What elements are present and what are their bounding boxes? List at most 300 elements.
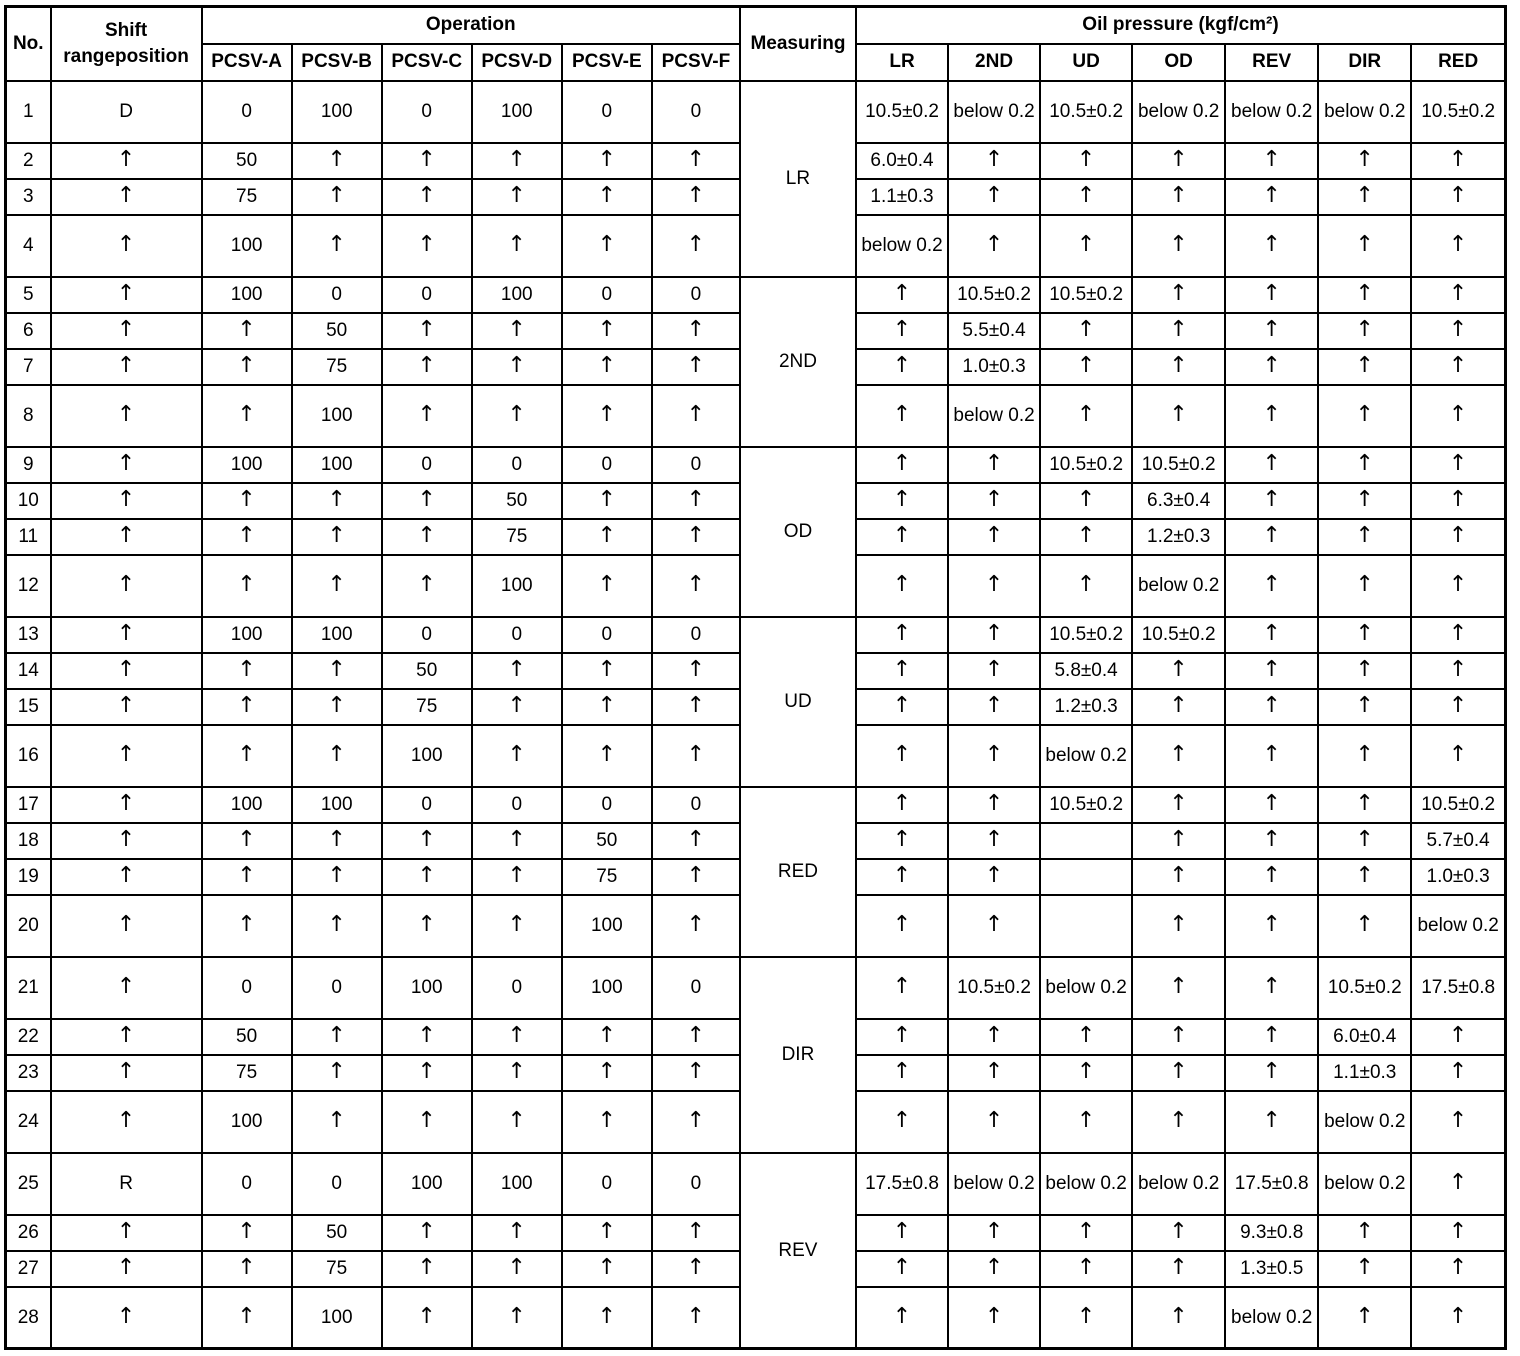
operation-cell bbox=[562, 313, 652, 349]
header-pressure-col: LR bbox=[856, 44, 948, 81]
operation-cell bbox=[472, 1091, 562, 1153]
operation-cell: 100 bbox=[292, 385, 382, 447]
same-as-above-arrow-icon: ↑ bbox=[892, 742, 912, 767]
header-operation-col: PCSV-A bbox=[202, 44, 292, 81]
same-as-above-arrow-icon: ↑ bbox=[686, 657, 706, 682]
header-row-1 bbox=[6, 7, 1506, 44]
operation-cell: 0 bbox=[292, 277, 382, 313]
header-oil-pressure: Oil pressure (kgf/cm²) bbox=[856, 7, 1506, 44]
pressure-cell bbox=[1318, 277, 1411, 313]
operation-cell bbox=[562, 483, 652, 519]
shift-range-cell bbox=[51, 1251, 202, 1287]
same-as-above-arrow-icon: ↑ bbox=[237, 1219, 256, 1244]
same-as-above-arrow-icon: ↑ bbox=[417, 232, 436, 257]
measuring-group-cell: REV bbox=[740, 1153, 856, 1349]
pressure-cell: 1.1±0.3 bbox=[856, 179, 948, 215]
operation-cell bbox=[202, 349, 292, 385]
operation-cell: 100 bbox=[472, 81, 562, 143]
same-as-above-arrow-icon: ↑ bbox=[417, 1059, 436, 1084]
same-as-above-arrow-icon: ↑ bbox=[417, 1108, 436, 1133]
same-as-above-arrow-icon: ↑ bbox=[892, 693, 912, 718]
same-as-above-arrow-icon: ↑ bbox=[417, 487, 436, 512]
same-as-above-arrow-icon: ↑ bbox=[984, 693, 1004, 718]
same-as-above-arrow-icon: ↑ bbox=[1169, 693, 1188, 718]
pressure-cell bbox=[1318, 1287, 1411, 1349]
same-as-above-arrow-icon: ↑ bbox=[1076, 353, 1096, 378]
same-as-above-arrow-icon: ↑ bbox=[327, 487, 346, 512]
same-as-above-arrow-icon: ↑ bbox=[984, 621, 1004, 646]
pressure-cell bbox=[1132, 179, 1225, 215]
operation-cell: 100 bbox=[382, 725, 472, 787]
pressure-cell bbox=[1225, 385, 1318, 447]
operation-cell: 0 bbox=[652, 617, 740, 653]
pressure-cell: below 0.2 bbox=[856, 215, 948, 277]
pressure-cell bbox=[1040, 555, 1132, 617]
row-number-cell: 25 bbox=[6, 1153, 51, 1215]
pressure-cell bbox=[1318, 483, 1411, 519]
measuring-group-cell: UD bbox=[740, 617, 856, 787]
pressure-cell: below 0.2 bbox=[1318, 1153, 1411, 1215]
operation-cell bbox=[562, 143, 652, 179]
header-operation-col: PCSV-E bbox=[562, 44, 652, 81]
pressure-cell bbox=[1411, 725, 1505, 787]
same-as-above-arrow-icon: ↑ bbox=[686, 232, 706, 257]
table-row bbox=[6, 787, 1506, 823]
same-as-above-arrow-icon: ↑ bbox=[116, 523, 136, 548]
operation-cell bbox=[652, 519, 740, 555]
table-row bbox=[6, 277, 1506, 313]
pressure-cell bbox=[1225, 725, 1318, 787]
same-as-above-arrow-icon: ↑ bbox=[507, 1059, 526, 1084]
shift-range-cell bbox=[51, 277, 202, 313]
pressure-cell: 10.5±0.2 bbox=[1318, 957, 1411, 1019]
same-as-above-arrow-icon: ↑ bbox=[116, 693, 136, 718]
same-as-above-arrow-icon: ↑ bbox=[597, 487, 617, 512]
same-as-above-arrow-icon: ↑ bbox=[1076, 232, 1096, 257]
pressure-cell: 10.5±0.2 bbox=[948, 957, 1040, 1019]
pressure-cell bbox=[1132, 1215, 1225, 1251]
same-as-above-arrow-icon: ↑ bbox=[417, 317, 436, 342]
same-as-above-arrow-icon: ↑ bbox=[984, 791, 1004, 816]
pressure-cell bbox=[1225, 349, 1318, 385]
same-as-above-arrow-icon: ↑ bbox=[1169, 317, 1188, 342]
pressure-cell bbox=[1411, 1019, 1505, 1055]
pressure-cell bbox=[856, 1251, 948, 1287]
same-as-above-arrow-icon: ↑ bbox=[116, 232, 136, 257]
pressure-cell: 17.5±0.8 bbox=[1225, 1153, 1318, 1215]
row-number-cell: 9 bbox=[6, 447, 51, 483]
header-operation-col: PCSV-C bbox=[382, 44, 472, 81]
pressure-cell: 6.0±0.4 bbox=[856, 143, 948, 179]
same-as-above-arrow-icon: ↑ bbox=[507, 912, 526, 937]
same-as-above-arrow-icon: ↑ bbox=[1448, 572, 1468, 597]
pressure-cell bbox=[1318, 385, 1411, 447]
operation-cell bbox=[652, 823, 740, 859]
pressure-cell bbox=[948, 1215, 1040, 1251]
pressure-cell bbox=[1132, 143, 1225, 179]
operation-cell: 0 bbox=[202, 957, 292, 1019]
same-as-above-arrow-icon: ↑ bbox=[116, 281, 136, 306]
pressure-cell bbox=[1225, 823, 1318, 859]
same-as-above-arrow-icon: ↑ bbox=[892, 281, 912, 306]
pressure-cell bbox=[856, 313, 948, 349]
operation-cell: 0 bbox=[652, 1153, 740, 1215]
operation-cell bbox=[472, 1055, 562, 1091]
operation-cell: 75 bbox=[472, 519, 562, 555]
pressure-cell bbox=[1411, 143, 1505, 179]
pressure-cell: 10.5±0.2 bbox=[1040, 277, 1132, 313]
header-shift-line1: Shift bbox=[104, 19, 148, 41]
same-as-above-arrow-icon: ↑ bbox=[1169, 1255, 1188, 1280]
pressure-cell: below 0.2 bbox=[948, 81, 1040, 143]
pressure-cell bbox=[948, 653, 1040, 689]
pressure-cell bbox=[1040, 519, 1132, 555]
same-as-above-arrow-icon: ↑ bbox=[1169, 742, 1188, 767]
pressure-cell bbox=[856, 483, 948, 519]
shift-range-cell bbox=[51, 787, 202, 823]
operation-cell bbox=[382, 823, 472, 859]
operation-cell: 0 bbox=[472, 447, 562, 483]
operation-cell bbox=[472, 385, 562, 447]
operation-cell bbox=[202, 519, 292, 555]
operation-cell bbox=[472, 1019, 562, 1055]
header-pressure-col: DIR bbox=[1318, 44, 1411, 81]
same-as-above-arrow-icon: ↑ bbox=[1355, 523, 1374, 548]
pressure-cell bbox=[1040, 179, 1132, 215]
pressure-cell: 6.0±0.4 bbox=[1318, 1019, 1411, 1055]
same-as-above-arrow-icon: ↑ bbox=[507, 353, 526, 378]
operation-cell bbox=[652, 653, 740, 689]
pressure-cell bbox=[948, 215, 1040, 277]
row-number-cell: 19 bbox=[6, 859, 51, 895]
header-operation-col: PCSV-B bbox=[292, 44, 382, 81]
same-as-above-arrow-icon: ↑ bbox=[686, 693, 706, 718]
same-as-above-arrow-icon: ↑ bbox=[237, 693, 256, 718]
header-pressure-col: UD bbox=[1040, 44, 1132, 81]
header-pressure-col: REV bbox=[1225, 44, 1318, 81]
same-as-above-arrow-icon: ↑ bbox=[1448, 147, 1468, 172]
pressure-cell: 10.5±0.2 bbox=[1040, 81, 1132, 143]
same-as-above-arrow-icon: ↑ bbox=[1448, 1059, 1468, 1084]
same-as-above-arrow-icon: ↑ bbox=[116, 974, 136, 999]
shift-range-cell bbox=[51, 179, 202, 215]
same-as-above-arrow-icon: ↑ bbox=[892, 863, 912, 888]
pressure-cell bbox=[948, 787, 1040, 823]
same-as-above-arrow-icon: ↑ bbox=[1448, 1108, 1468, 1133]
operation-cell: 100 bbox=[562, 957, 652, 1019]
pressure-cell bbox=[948, 1091, 1040, 1153]
same-as-above-arrow-icon: ↑ bbox=[1448, 1303, 1468, 1329]
operation-cell bbox=[382, 1019, 472, 1055]
same-as-above-arrow-icon: ↑ bbox=[507, 232, 526, 257]
pressure-cell: 10.5±0.2 bbox=[948, 277, 1040, 313]
same-as-above-arrow-icon: ↑ bbox=[1355, 572, 1374, 597]
operation-cell bbox=[202, 895, 292, 957]
operation-cell: 0 bbox=[562, 1153, 652, 1215]
same-as-above-arrow-icon: ↑ bbox=[237, 1255, 256, 1280]
same-as-above-arrow-icon: ↑ bbox=[1076, 1219, 1096, 1244]
pressure-cell bbox=[1411, 1215, 1505, 1251]
same-as-above-arrow-icon: ↑ bbox=[116, 147, 136, 172]
pressure-cell bbox=[1411, 519, 1505, 555]
pressure-cell bbox=[1318, 725, 1411, 787]
operation-cell bbox=[202, 689, 292, 725]
same-as-above-arrow-icon: ↑ bbox=[417, 1303, 436, 1329]
operation-cell bbox=[202, 313, 292, 349]
same-as-above-arrow-icon: ↑ bbox=[1076, 1303, 1096, 1329]
same-as-above-arrow-icon: ↑ bbox=[507, 402, 526, 427]
operation-cell bbox=[292, 179, 382, 215]
same-as-above-arrow-icon: ↑ bbox=[686, 523, 706, 548]
same-as-above-arrow-icon: ↑ bbox=[116, 621, 136, 646]
operation-cell bbox=[382, 483, 472, 519]
measuring-group-cell: DIR bbox=[740, 957, 856, 1153]
operation-cell bbox=[202, 385, 292, 447]
operation-cell bbox=[382, 349, 472, 385]
same-as-above-arrow-icon: ↑ bbox=[1169, 912, 1188, 937]
same-as-above-arrow-icon: ↑ bbox=[984, 147, 1004, 172]
same-as-above-arrow-icon: ↑ bbox=[1262, 487, 1281, 512]
pressure-cell: 1.2±0.3 bbox=[1132, 519, 1225, 555]
row-number-cell: 24 bbox=[6, 1091, 51, 1153]
row-number-cell: 27 bbox=[6, 1251, 51, 1287]
same-as-above-arrow-icon: ↑ bbox=[417, 402, 436, 427]
pressure-cell bbox=[1225, 617, 1318, 653]
same-as-above-arrow-icon: ↑ bbox=[686, 827, 706, 852]
pressure-cell bbox=[1040, 313, 1132, 349]
shift-range-cell bbox=[51, 725, 202, 787]
same-as-above-arrow-icon: ↑ bbox=[1262, 1023, 1281, 1048]
table-row bbox=[6, 81, 1506, 143]
same-as-above-arrow-icon: ↑ bbox=[1262, 621, 1281, 646]
row-number-cell: 18 bbox=[6, 823, 51, 859]
pressure-cell bbox=[1411, 385, 1505, 447]
same-as-above-arrow-icon: ↑ bbox=[892, 451, 912, 476]
pressure-cell bbox=[1411, 1055, 1505, 1091]
pressure-cell: 9.3±0.8 bbox=[1225, 1215, 1318, 1251]
same-as-above-arrow-icon: ↑ bbox=[1262, 232, 1281, 257]
pressure-cell bbox=[1318, 617, 1411, 653]
operation-cell: 0 bbox=[652, 277, 740, 313]
same-as-above-arrow-icon: ↑ bbox=[1169, 827, 1188, 852]
same-as-above-arrow-icon: ↑ bbox=[237, 863, 256, 888]
same-as-above-arrow-icon: ↑ bbox=[597, 1303, 617, 1329]
pressure-cell bbox=[948, 895, 1040, 957]
same-as-above-arrow-icon: ↑ bbox=[507, 742, 526, 767]
same-as-above-arrow-icon: ↑ bbox=[1262, 523, 1281, 548]
same-as-above-arrow-icon: ↑ bbox=[597, 572, 617, 597]
same-as-above-arrow-icon: ↑ bbox=[984, 487, 1004, 512]
operation-cell bbox=[652, 215, 740, 277]
row-number-cell: 28 bbox=[6, 1287, 51, 1349]
same-as-above-arrow-icon: ↑ bbox=[417, 1255, 436, 1280]
operation-cell: 0 bbox=[382, 447, 472, 483]
pressure-cell: below 0.2 bbox=[1318, 1091, 1411, 1153]
same-as-above-arrow-icon: ↑ bbox=[1448, 487, 1468, 512]
operation-cell bbox=[652, 313, 740, 349]
pressure-cell: 10.5±0.2 bbox=[1040, 447, 1132, 483]
same-as-above-arrow-icon: ↑ bbox=[1076, 1108, 1096, 1133]
pressure-cell bbox=[1040, 349, 1132, 385]
operation-cell bbox=[292, 653, 382, 689]
same-as-above-arrow-icon: ↑ bbox=[686, 1219, 706, 1244]
same-as-above-arrow-icon: ↑ bbox=[892, 1303, 912, 1329]
operation-cell bbox=[202, 555, 292, 617]
pressure-cell bbox=[1132, 859, 1225, 895]
pressure-cell bbox=[1225, 1091, 1318, 1153]
operation-cell: 0 bbox=[292, 1153, 382, 1215]
same-as-above-arrow-icon: ↑ bbox=[686, 1255, 706, 1280]
pressure-cell bbox=[1411, 483, 1505, 519]
shift-range-cell bbox=[51, 385, 202, 447]
shift-range-cell bbox=[51, 313, 202, 349]
operation-cell bbox=[382, 519, 472, 555]
operation-cell bbox=[382, 313, 472, 349]
pressure-cell bbox=[1318, 653, 1411, 689]
same-as-above-arrow-icon: ↑ bbox=[892, 827, 912, 852]
pressure-cell bbox=[1318, 1215, 1411, 1251]
table-row bbox=[6, 447, 1506, 483]
pressure-cell bbox=[948, 725, 1040, 787]
same-as-above-arrow-icon: ↑ bbox=[327, 572, 346, 597]
operation-cell bbox=[382, 555, 472, 617]
same-as-above-arrow-icon: ↑ bbox=[1448, 693, 1468, 718]
pressure-cell bbox=[1225, 313, 1318, 349]
pressure-cell bbox=[856, 787, 948, 823]
same-as-above-arrow-icon: ↑ bbox=[597, 1059, 617, 1084]
header-no: No. bbox=[6, 7, 51, 81]
same-as-above-arrow-icon: ↑ bbox=[1448, 523, 1468, 548]
same-as-above-arrow-icon: ↑ bbox=[984, 1219, 1004, 1244]
operation-cell bbox=[652, 895, 740, 957]
shift-range-cell bbox=[51, 1091, 202, 1153]
same-as-above-arrow-icon: ↑ bbox=[686, 1108, 706, 1133]
same-as-above-arrow-icon: ↑ bbox=[237, 742, 256, 767]
same-as-above-arrow-icon: ↑ bbox=[1355, 1219, 1374, 1244]
same-as-above-arrow-icon: ↑ bbox=[116, 742, 136, 767]
measuring-group-cell: 2ND bbox=[740, 277, 856, 447]
pressure-cell: below 0.2 bbox=[1225, 1287, 1318, 1349]
same-as-above-arrow-icon: ↑ bbox=[1169, 863, 1188, 888]
shift-range-cell bbox=[51, 1215, 202, 1251]
operation-cell bbox=[292, 859, 382, 895]
pressure-cell: 1.3±0.5 bbox=[1225, 1251, 1318, 1287]
same-as-above-arrow-icon: ↑ bbox=[116, 451, 136, 476]
pressure-cell: below 0.2 bbox=[1132, 555, 1225, 617]
pressure-cell bbox=[1132, 895, 1225, 957]
header-shift-line2: rangeposition bbox=[63, 45, 189, 67]
same-as-above-arrow-icon: ↑ bbox=[327, 827, 346, 852]
same-as-above-arrow-icon: ↑ bbox=[1169, 1108, 1188, 1133]
operation-cell bbox=[292, 689, 382, 725]
same-as-above-arrow-icon: ↑ bbox=[237, 402, 256, 427]
operation-cell bbox=[472, 823, 562, 859]
pressure-cell: below 0.2 bbox=[1040, 725, 1132, 787]
shift-range-cell bbox=[51, 1019, 202, 1055]
operation-cell bbox=[652, 1215, 740, 1251]
same-as-above-arrow-icon: ↑ bbox=[327, 147, 346, 172]
operation-cell bbox=[472, 725, 562, 787]
pressure-cell bbox=[1040, 483, 1132, 519]
same-as-above-arrow-icon: ↑ bbox=[1355, 1303, 1374, 1329]
same-as-above-arrow-icon: ↑ bbox=[507, 147, 526, 172]
measuring-group-cell: RED bbox=[740, 787, 856, 957]
same-as-above-arrow-icon: ↑ bbox=[1076, 1255, 1096, 1280]
pressure-cell bbox=[1132, 1091, 1225, 1153]
row-number-cell: 17 bbox=[6, 787, 51, 823]
shift-range-cell bbox=[51, 617, 202, 653]
operation-cell: 0 bbox=[202, 81, 292, 143]
pressure-cell bbox=[1132, 653, 1225, 689]
operation-cell: 75 bbox=[202, 179, 292, 215]
pressure-cell bbox=[856, 277, 948, 313]
operation-cell bbox=[472, 179, 562, 215]
pressure-cell: below 0.2 bbox=[1132, 81, 1225, 143]
pressure-cell bbox=[856, 1287, 948, 1349]
operation-cell: 100 bbox=[202, 277, 292, 313]
operation-cell bbox=[472, 1215, 562, 1251]
same-as-above-arrow-icon: ↑ bbox=[1355, 742, 1374, 767]
same-as-above-arrow-icon: ↑ bbox=[1355, 827, 1374, 852]
row-number-cell: 8 bbox=[6, 385, 51, 447]
pressure-cell bbox=[1411, 313, 1505, 349]
operation-cell: 0 bbox=[472, 617, 562, 653]
operation-cell bbox=[292, 143, 382, 179]
pressure-cell: 5.8±0.4 bbox=[1040, 653, 1132, 689]
pressure-cell bbox=[948, 143, 1040, 179]
operation-cell bbox=[562, 1251, 652, 1287]
pressure-cell bbox=[1318, 555, 1411, 617]
same-as-above-arrow-icon: ↑ bbox=[1355, 183, 1374, 208]
operation-cell bbox=[652, 385, 740, 447]
operation-cell: 50 bbox=[292, 1215, 382, 1251]
same-as-above-arrow-icon: ↑ bbox=[892, 1023, 912, 1048]
pressure-cell bbox=[856, 1055, 948, 1091]
pressure-cell bbox=[1040, 859, 1132, 895]
shift-range-cell bbox=[51, 555, 202, 617]
same-as-above-arrow-icon: ↑ bbox=[1448, 621, 1468, 646]
operation-cell: 0 bbox=[652, 957, 740, 1019]
same-as-above-arrow-icon: ↑ bbox=[686, 1023, 706, 1048]
pressure-cell bbox=[948, 447, 1040, 483]
same-as-above-arrow-icon: ↑ bbox=[1448, 451, 1468, 476]
same-as-above-arrow-icon: ↑ bbox=[597, 523, 617, 548]
same-as-above-arrow-icon: ↑ bbox=[327, 523, 346, 548]
pressure-cell bbox=[948, 1055, 1040, 1091]
measuring-group-cell: OD bbox=[740, 447, 856, 617]
pressure-cell bbox=[856, 895, 948, 957]
shift-range-cell bbox=[51, 859, 202, 895]
shift-range-cell bbox=[51, 1055, 202, 1091]
operation-cell bbox=[382, 215, 472, 277]
shift-range-cell bbox=[51, 1287, 202, 1349]
same-as-above-arrow-icon: ↑ bbox=[327, 863, 346, 888]
pressure-cell bbox=[856, 1091, 948, 1153]
same-as-above-arrow-icon: ↑ bbox=[327, 657, 346, 682]
pressure-cell bbox=[1040, 1251, 1132, 1287]
table-body bbox=[6, 81, 1506, 1349]
operation-cell bbox=[562, 179, 652, 215]
pressure-cell bbox=[856, 859, 948, 895]
pressure-cell bbox=[948, 483, 1040, 519]
same-as-above-arrow-icon: ↑ bbox=[984, 232, 1004, 257]
pressure-cell: 6.3±0.4 bbox=[1132, 483, 1225, 519]
same-as-above-arrow-icon: ↑ bbox=[984, 863, 1004, 888]
same-as-above-arrow-icon: ↑ bbox=[1076, 1023, 1096, 1048]
pressure-cell bbox=[1225, 787, 1318, 823]
same-as-above-arrow-icon: ↑ bbox=[686, 487, 706, 512]
same-as-above-arrow-icon: ↑ bbox=[1448, 657, 1468, 682]
